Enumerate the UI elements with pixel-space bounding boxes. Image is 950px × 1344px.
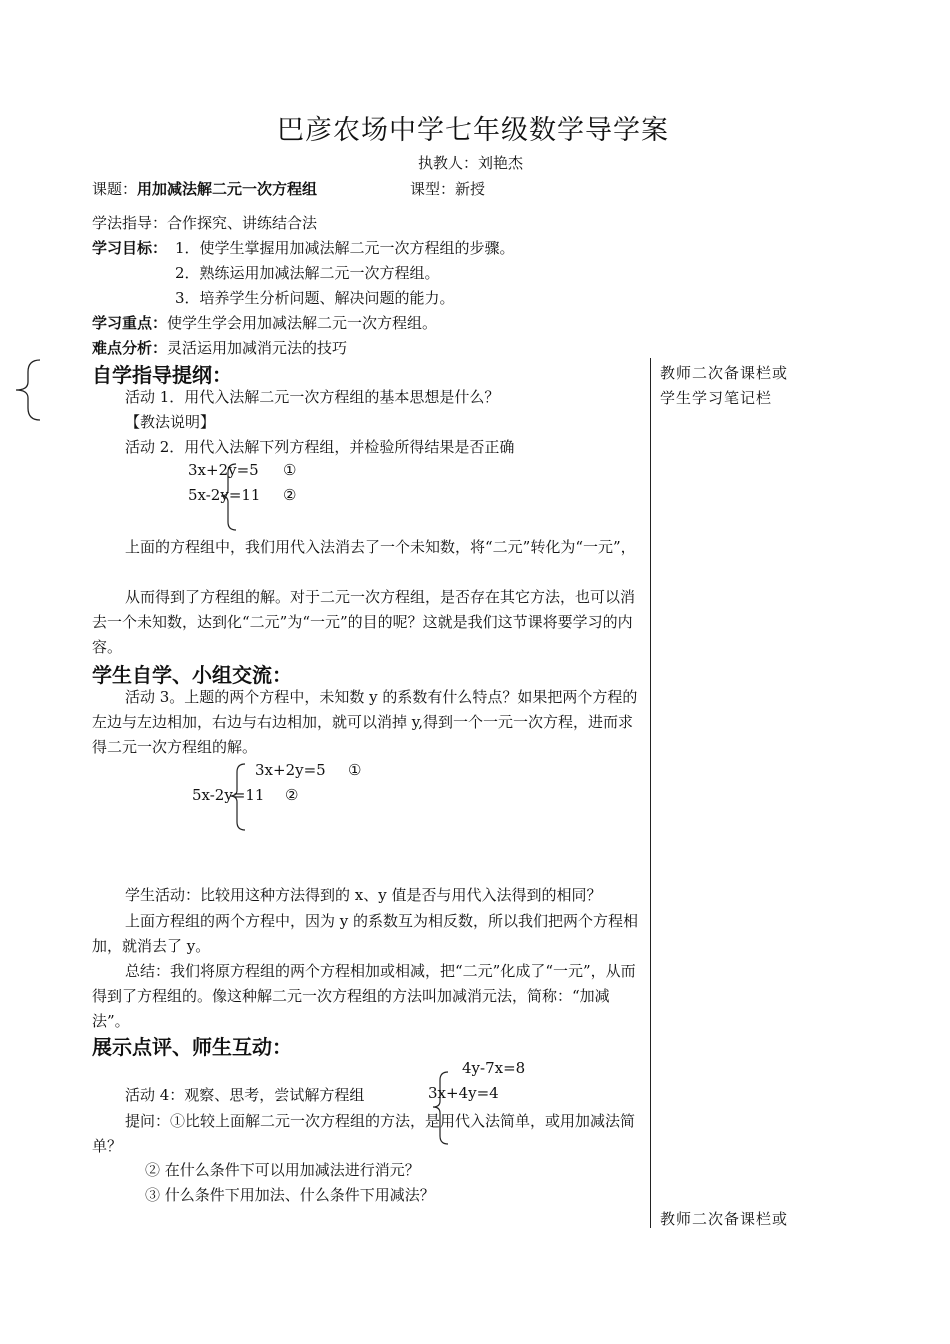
question-2: ② 在什么条件下可以用加减法进行消元？	[145, 1161, 420, 1179]
paragraph: 从而得到了方程组的解。对于二元一次方程组，是否存在其它方法，也可以消去一个未知数，达到化“二元”为“一元”的目的呢？这就是我们这节课将要学习的内容。	[92, 588, 636, 656]
equation-1-mark: ①	[348, 761, 362, 779]
equation-2: 5x-2y=11	[188, 486, 261, 504]
question-3: ③ 什么条件下用加法、什么条件下用减法？	[145, 1186, 435, 1204]
equation-2: 3x+4y=4	[428, 1084, 499, 1102]
method-note: 【教法说明】	[125, 413, 216, 431]
margin-brace-icon	[10, 358, 44, 422]
topic-text: 用加减法解二元一次方程组	[137, 180, 318, 198]
topic-label: 课题：	[92, 180, 138, 198]
study-method: 学法指导：合作探究、讲练结合法	[92, 214, 318, 232]
notes-column-divider	[650, 358, 651, 1228]
goal-item: 3．培养学生分析问题、解决问题的能力。	[175, 289, 455, 307]
equation-1: 3x+2y=5	[188, 461, 259, 479]
topic-line	[92, 178, 317, 199]
difficulty-label: 难点分析：	[92, 339, 168, 357]
summary: 总结：我们将原方程组的两个方程相加或相减，把“二元”化成了“一元”，从而得到了方程组的。像这种解二元一次方程组的方法叫加减消元法，简称：“加减法”。	[92, 962, 636, 1030]
activity-4: 活动 4：观察、思考，尝试解方程组	[125, 1086, 365, 1104]
section-heading: 自学指导提纲：	[92, 363, 232, 387]
focus-label: 学习重点：	[92, 314, 168, 332]
page-title: 巴彦农场中学七年级数学导学案	[277, 115, 669, 146]
paragraph: 上面的方程组中，我们用代入法消去了一个未知数，将“二元”转化为“一元”，	[125, 538, 636, 556]
goal-item: 2．熟练运用加减法解二元一次方程组。	[175, 264, 440, 282]
student-activity: 学生活动：比较用这种方法得到的 x、y 值是否与用代入法得到的相同？	[125, 886, 602, 904]
section-heading: 展示点评、师生互动：	[92, 1035, 292, 1059]
teacher-name: 执教人：刘艳杰	[418, 154, 524, 172]
lesson-type: 课型：新授	[410, 180, 486, 198]
focus-text: 使学生学会用加减法解二元一次方程组。	[167, 314, 438, 332]
difficulty-text: 灵活运用加减消元法的技巧	[167, 339, 348, 357]
focus-line	[92, 312, 437, 333]
side-note-line: 教师二次备课栏或	[660, 364, 789, 382]
question-1: 提问：①比较上面解二元一次方程组的方法，是用代入法简单，或用加减法简单？	[92, 1112, 636, 1155]
equation-2-mark: ②	[283, 486, 297, 504]
equation-1: 4y-7x=8	[462, 1059, 526, 1077]
activity-3: 活动 3。上题的两个方程中，未知数 y 的系数有什么特点？如果把两个方程的左边与左边相加，右边与右边相加，就可以消掉 y,得到一个一元一次方程，进而求得二元一次方程组的解。	[92, 688, 638, 756]
goals-label: 学习目标：	[92, 239, 168, 257]
activity-1: 活动 1．用代入法解二元一次方程组的基本思想是什么？	[125, 388, 500, 406]
paragraph: 上面方程组的两个方程中，因为 y 的系数互为相反数，所以我们把两个方程相加，就消去了 y。	[92, 912, 639, 955]
equation-2: 5x-2y=11	[192, 786, 265, 804]
equation-2-mark: ②	[285, 786, 299, 804]
section-heading: 学生自学、小组交流：	[92, 663, 292, 687]
equation-1: 3x+2y=5	[255, 761, 326, 779]
goal-item: 1．使学生掌握用加减法解二元一次方程组的步骤。	[175, 239, 515, 257]
difficulty-line	[92, 337, 347, 358]
activity-2: 活动 2．用代入法解下列方程组，并检验所得结果是否正确	[125, 438, 515, 456]
equation-1-mark: ①	[283, 461, 297, 479]
side-note-line: 学生学习笔记栏	[660, 389, 773, 407]
side-note-bottom: 教师二次备课栏或	[660, 1210, 789, 1228]
